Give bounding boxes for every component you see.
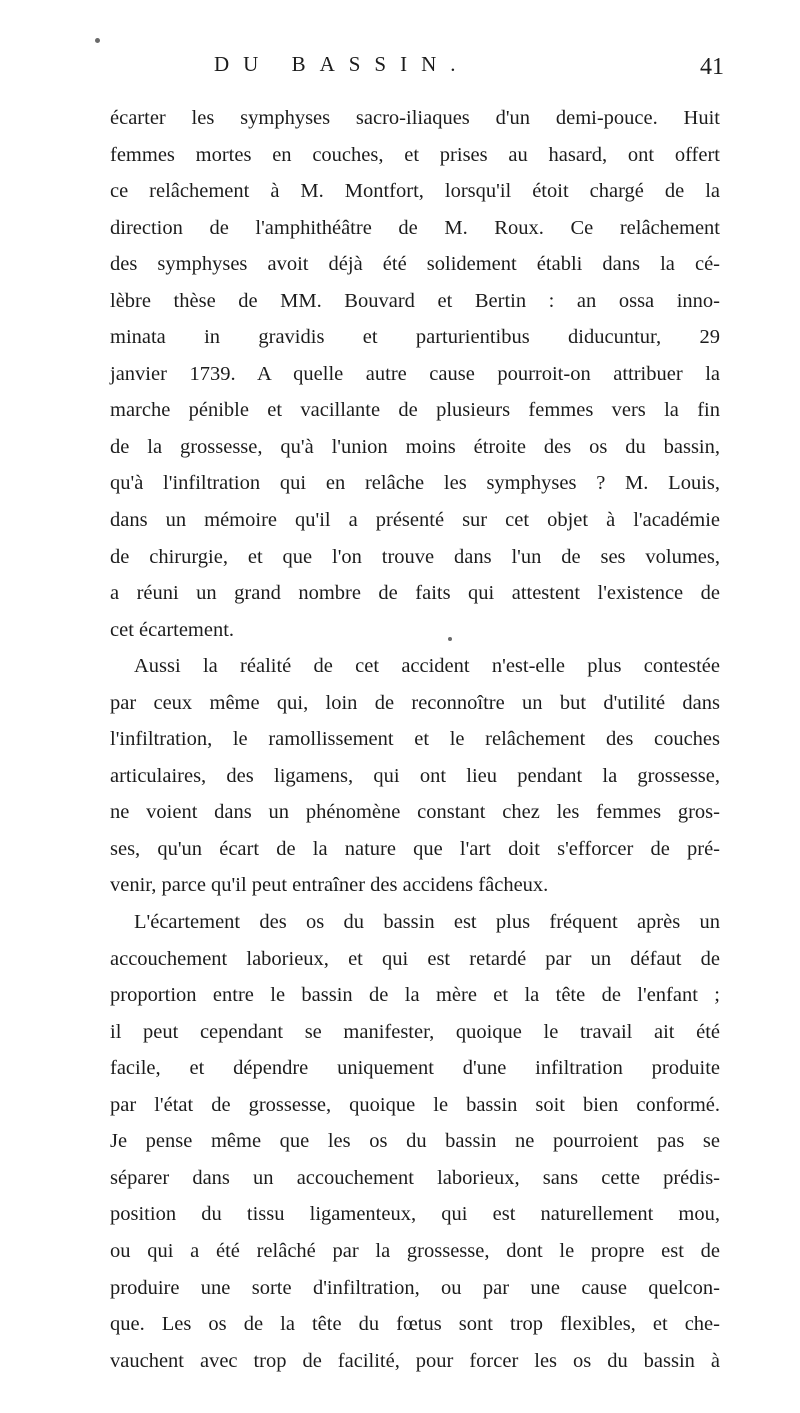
text-line: par ceux même qui, loin de reconnoître un but d'utilité dans [110,691,720,714]
text-line: accouchement laborieux, et qui est retardé par un défaut de [110,947,720,970]
text-line: L'écartement des os du bassin est plus fréquent après un [134,911,720,934]
text-line: ses, qu'un écart de la nature que l'art doit s'efforcer de pré- [110,837,720,860]
text-line: de la grossesse, qu'à l'union moins étroite des os du bassin, [110,435,720,458]
ink-speck [95,38,100,43]
running-title: DU BASSIN. [214,52,470,76]
text-line: dans un mémoire qu'il a présenté sur cet objet à l'académie [110,509,720,532]
text-line: ce relâchement à M. Montfort, lorsqu'il étoit chargé de la [110,180,720,203]
text-line: facile, et dépendre uniquement d'une infiltration produite [110,1057,720,1080]
text-line: janvier 1739. A quelle autre cause pourroit-on attribuer la [110,362,720,385]
text-line: a réuni un grand nombre de faits qui attestent l'existence de [110,582,720,605]
text-line: minata in gravidis et parturientibus diducuntur, 29 [110,326,720,349]
page-header [0,52,800,92]
text-line: femmes mortes en couches, et prises au hasard, ont offert [110,143,720,166]
text-line: ou qui a été relâché par la grossesse, dont le propre est de [110,1239,720,1262]
text-line: produire une sorte d'infiltration, ou par une cause quelcon- [110,1276,720,1299]
page-number: 41 [700,54,724,80]
text-line: marche pénible et vacillante de plusieurs femmes vers la fin [110,399,720,422]
text-line: l'infiltration, le ramollissement et le relâchement des couches [110,728,720,751]
text-line: vauchent avec trop de facilité, pour forcer les os du bassin à [110,1349,720,1372]
text-line: que. Les os de la tête du fœtus sont trop flexibles, et che- [110,1313,720,1336]
text-line: Aussi la réalité de cet accident n'est-elle plus contestée [134,655,720,678]
text-line: par l'état de grossesse, quoique le bassin soit bien conformé. [110,1093,720,1116]
text-line: cet écartement. [110,618,235,641]
text-line: écarter les symphyses sacro-iliaques d'un demi-pouce. Huit [110,107,720,129]
text-line: articulaires, des ligamens, qui ont lieu pendant la grossesse, [110,764,720,787]
text-line: position du tissu ligamenteux, qui est naturellement mou, [110,1203,720,1226]
body-text [110,100,720,1379]
text-line: de chirurgie, et que l'on trouve dans l'un de ses volumes, [110,545,720,568]
text-line: séparer dans un accouchement laborieux, sans cette prédis- [110,1166,720,1189]
text-line: venir, parce qu'il peut entraîner des accidens fâcheux. [110,874,549,897]
text-line: qu'à l'infiltration qui en relâche les symphyses ? M. Louis, [110,472,720,495]
text-line: Je pense même que les os du bassin ne pourroient pas se [110,1130,720,1153]
text-line: proportion entre le bassin de la mère et la tête de l'enfant ; [110,984,720,1007]
text-line: direction de l'amphithéâtre de M. Roux. Ce relâchement [110,216,720,239]
text-line: des symphyses avoit déjà été solidement établi dans la cé- [110,253,720,276]
text-line: ne voient dans un phénomène constant chez les femmes gros- [110,801,720,824]
text-line: lèbre thèse de MM. Bouvard et Bertin : an ossa inno- [110,289,720,312]
text-line: il peut cependant se manifester, quoique le travail ait été [110,1020,720,1043]
